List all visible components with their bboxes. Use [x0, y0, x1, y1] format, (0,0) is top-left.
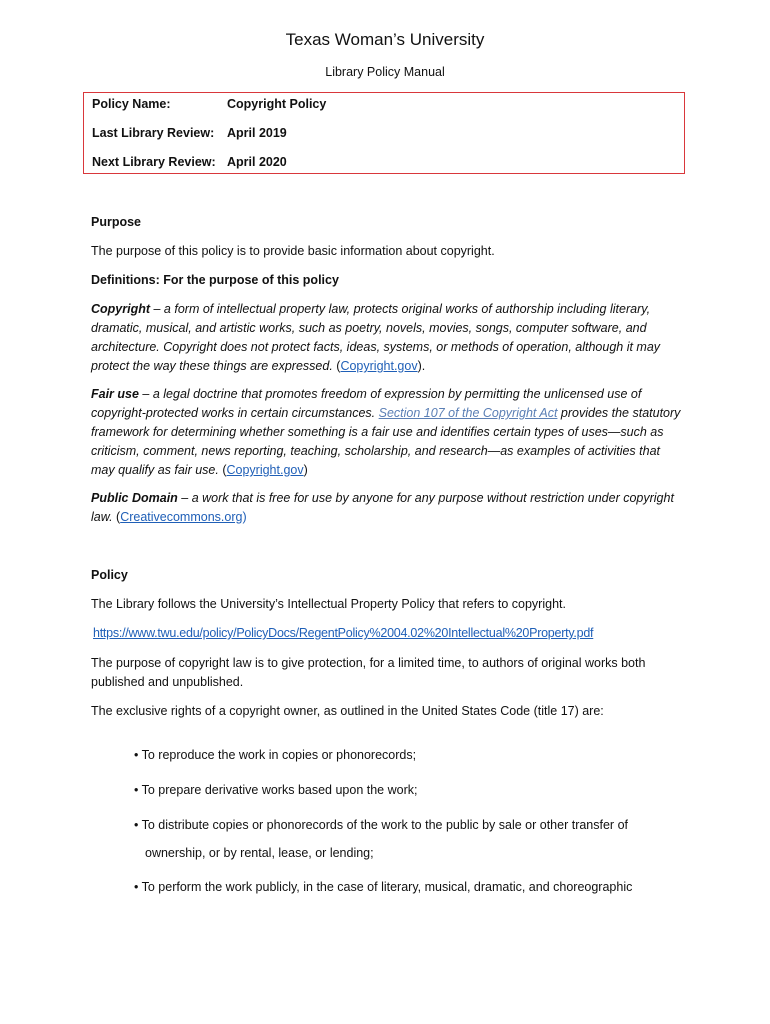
copyright-definition-text: – a form of intellectual property law, protects original works of authorship including literary, dramatic, musical, and artistic works, such as poetry, novels, movies, songs, computer software, and architecture. Copyright does not protect facts, ideas, systems, or methods of operation, although it may protect the way these things are expressed.: [91, 302, 661, 373]
fair-use-copyright-gov-link[interactable]: Copyright.gov: [226, 463, 304, 477]
purpose-text: The purpose of this policy is to provide basic information about copyright.: [91, 244, 495, 258]
last-review-label: Last Library Review:: [92, 126, 215, 140]
public-domain-text: – a work that is free for use by anyone for any purpose without restriction under copyright law.: [91, 491, 674, 524]
fair-use-term: Fair use: [91, 387, 139, 401]
public-domain-source-open: (: [112, 510, 121, 524]
fair-use-text-1: – a legal doctrine that promotes freedom of expression by permitting the unlicensed use of copyright-protected works in certain circumstances.: [91, 387, 642, 420]
fair-use-source-open: (: [218, 463, 227, 477]
policy-heading: Policy: [91, 568, 128, 582]
list-item: • To reproduce the work in copies or phonorecords;: [134, 748, 417, 762]
next-review-value: April 2020: [227, 155, 287, 169]
policy-name-label: Policy Name:: [92, 97, 171, 111]
list-item: • To distribute copies or phonorecords of the work to the public by sale or other transfer of: [134, 818, 628, 832]
fair-use-definition: [91, 385, 681, 480]
copyright-term: Copyright: [91, 302, 151, 316]
fair-use-source-close: ): [303, 463, 308, 477]
policy-name-value: Copyright Policy: [227, 97, 327, 111]
next-review-label: Next Library Review:: [92, 155, 216, 169]
last-review-value: April 2019: [227, 126, 287, 140]
purpose-heading: Purpose: [91, 215, 142, 229]
copyright-source-close: ).: [417, 359, 426, 373]
policy-paragraph-2: The purpose of copyright law is to give protection, for a limited time, to authors of original works both published and unpublished.: [91, 656, 646, 689]
copyright-gov-link[interactable]: Copyright.gov: [340, 359, 418, 373]
copyright-source-open: (: [332, 359, 341, 373]
policy-paragraph-3: The exclusive rights of a copyright owner, as outlined in the United States Code (title 17) are:: [91, 704, 604, 718]
list-item: • To perform the work publicly, in the case of literary, musical, dramatic, and choreographic: [134, 880, 633, 894]
document-subtitle: Library Policy Manual: [325, 65, 445, 79]
definitions-heading: Definitions: For the purpose of this policy: [91, 273, 339, 287]
intellectual-property-policy-link[interactable]: https://www.twu.edu/policy/PolicyDocs/RegentPolicy%2004.02%20Intellectual%20Property.pdf: [93, 626, 594, 640]
fair-use-text-2: provides the statutory framework for determining whether something is a fair use and identifies certain types of uses—such as criticism, comment, news reporting, teaching, scholarship, and research—as examples of activities that may qualify as fair use.: [91, 406, 681, 477]
creativecommons-link[interactable]: Creativecommons.org: [120, 510, 243, 524]
public-domain-source-close: ): [242, 510, 247, 524]
policy-paragraph-1: The Library follows the University’s Intellectual Property Policy that refers to copyright.: [91, 597, 566, 611]
copyright-definition: [91, 300, 681, 376]
section-107-link[interactable]: Section 107 of the Copyright Act: [378, 406, 558, 420]
list-item-continuation: ownership, or by rental, lease, or lending;: [145, 846, 374, 860]
document-title: Texas Woman’s University: [285, 30, 485, 49]
list-item: • To prepare derivative works based upon the work;: [134, 783, 418, 797]
policy-info-box: [83, 92, 685, 174]
public-domain-definition: [91, 489, 681, 527]
public-domain-term: Public Domain: [91, 491, 178, 505]
